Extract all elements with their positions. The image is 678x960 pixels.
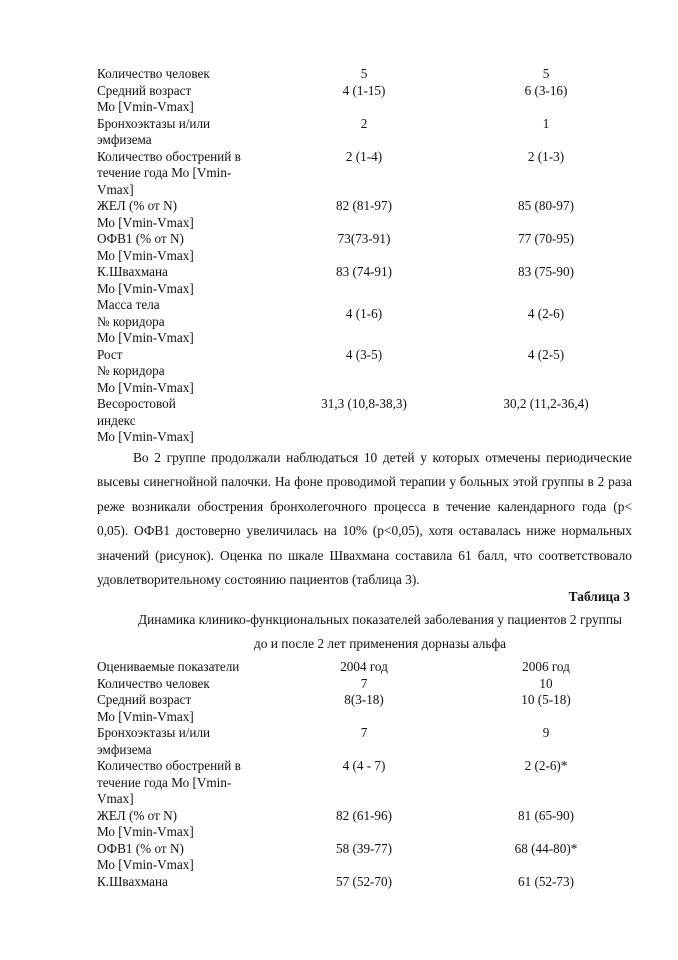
table-3-caption-line-1: Динамика клинико-функциональных показателей заболевания у пациентов 2 группы [137,612,623,627]
column-header-indicators: Оцениваемые показатели [97,659,240,674]
value-after: 2 (1-3) [527,148,565,164]
row-label: К.Швахмана Мо [Vmin-Vmax] [97,264,194,296]
value-2004: 4 (4 - 7) [342,758,386,773]
table-3-caption-line-2: до и после 2 лет применения дорназы альфа [253,636,507,651]
value-2006: 61 (52-73) [517,873,575,889]
table-row [0,231,678,264]
row-label: Весоростовой индекс Мо [Vmin-Vmax] [97,396,194,444]
value-after: 4 (2-6) [527,306,565,321]
table-row [0,149,678,199]
row-label: ЖЕЛ (% от N) Мо [Vmin-Vmax] [97,198,194,230]
value-before: 5 [360,66,368,81]
value-before: 83 (74-91) [335,264,393,279]
table-row [0,347,678,397]
value-after: 1 [542,115,550,131]
table-row [0,198,678,231]
row-label: К.Швахмана [97,873,168,889]
value-before: 2 (1-4) [345,148,383,164]
table-3 [0,659,678,890]
value-2004: 8(3-18) [344,692,384,707]
table-row [0,758,678,808]
value-before: 4 (3-5) [345,346,383,362]
value-before: 73(73-91) [337,231,391,246]
row-label: Масса тела № коридора Мо [Vmin-Vmax] [97,297,194,345]
value-after: 30,2 (11,2-36,4) [503,396,589,411]
row-label: Бронхоэктазы и/или эмфизема [97,725,211,757]
value-after: 6 (3-16) [524,82,568,98]
value-2006: 81 (65-90) [517,807,575,823]
row-label: ОФВ1 (% от N) Мо [Vmin-Vmax] [97,231,194,263]
table-row [0,874,678,891]
table-row [0,676,678,693]
table-row [0,66,678,83]
row-label: ЖЕЛ (% от N) Мо [Vmin-Vmax] [97,807,194,839]
table-2-continued [0,66,678,446]
table-row [0,297,678,347]
row-label: ОФВ1 (% от N) Мо [Vmin-Vmax] [97,840,194,872]
value-2004: 7 [360,725,368,740]
value-before: 82 (81-97) [335,198,393,213]
value-after: 77 (70-95) [517,231,575,246]
column-header-2006: 2006 год [522,659,570,674]
value-2006: 9 [542,725,550,740]
column-header-2004: 2004 год [340,659,388,674]
table-row [0,83,678,116]
table-row [0,396,678,446]
row-label: Количество обострений в течение года Мо [Vmin- Vmax] [97,148,241,197]
row-label: Количество человек [97,675,210,691]
table-row [0,841,678,874]
body-paragraph: Во 2 группе продолжали наблюдаться 10 детей у которых отмечены периодические высевы синегнойной палочки. На фоне проводимой терапии у больных этой группы в 2 раза реже возникали обострения бронхолегочного процесса в течение календарного года (р< 0,05). ОФВ1 достоверно увеличилась на 10% (р<0,05), хотя оставалась ниже нормальных значений (рисунок). Оценка по шкале Швахмана составила 61 балл, что соответствовало удовлетворительному состоянию пациентов (таблица 3). [97,450,632,588]
value-after: 4 (2-5) [527,346,565,362]
value-before: 4 (1-6) [345,306,383,321]
table-row [0,808,678,841]
table-row [0,264,678,297]
value-2004: 82 (61-96) [335,807,393,823]
row-label: Количество обострений в течение года Мо [Vmin- Vmax] [97,758,241,806]
row-label: Количество человек [97,66,210,81]
table-row [0,692,678,725]
value-2004: 7 [360,675,368,691]
value-2006: 10 [539,675,553,691]
value-2006: 10 (5-18) [521,692,571,707]
value-2004: 58 (39-77) [335,840,393,856]
value-2006: 68 (44-80)* [514,840,578,856]
table-3-label: Таблица 3 [568,589,630,604]
table-row [0,116,678,149]
value-before: 31,3 (10,8-38,3) [321,396,407,411]
table-row [0,725,678,758]
value-2004: 57 (52-70) [335,873,393,889]
value-after: 5 [542,66,550,81]
row-label: Средний возраст Мо [Vmin-Vmax] [97,82,194,114]
value-2006: 2 (2-6)* [524,758,568,773]
row-label: Средний возраст Мо [Vmin-Vmax] [97,692,194,724]
table-header-row [0,659,678,676]
row-label: Бронхоэктазы и/или эмфизема [97,115,211,147]
value-before: 2 [360,115,368,131]
value-before: 4 (1-15) [342,82,386,98]
value-after: 83 (75-90) [517,264,575,279]
row-label: Рост № коридора Мо [Vmin-Vmax] [97,346,194,395]
value-after: 85 (80-97) [517,198,575,213]
